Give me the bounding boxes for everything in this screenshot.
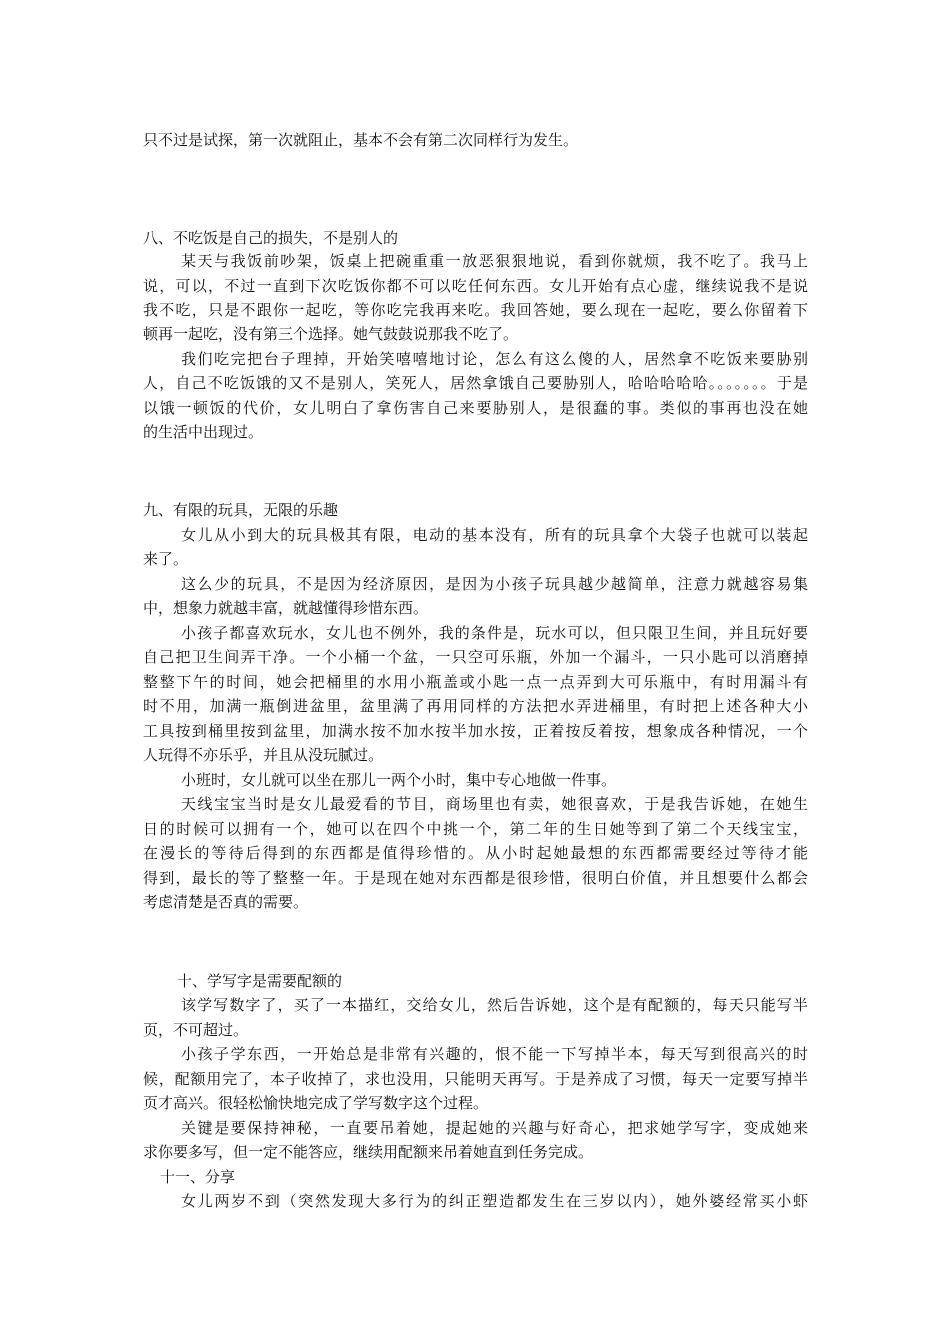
text-line: 得到，最长的等了整整一年。于是现在她对东西都是很珍惜，很明白价值，并且想要什么都会	[143, 869, 808, 887]
text-line: 在漫长的等待后得到的东西都是值得珍惜的。从小时起她最想的东西都需要经过等待才能	[143, 844, 808, 862]
section-heading-10: 十、学写字是需要配额的	[177, 972, 343, 990]
text-line: 某天与我饭前吵架，饭桌上把碗重重一放恶狠狠地说，看到你就烦，我不吃了。我马上	[181, 252, 808, 270]
text-line: 天线宝宝当时是女儿最爱看的节目，商场里也有卖，她很喜欢，于是我告诉她，在她生	[181, 795, 808, 813]
text-line: 这么少的玩具，不是因为经济原因，是因为小孩子玩具越少越简单，注意力就越容易集	[181, 575, 808, 593]
text-line: 女儿从小到大的玩具极其有限，电动的基本没有，所有的玩具拿个大袋子也就可以装起	[181, 526, 808, 544]
section-heading-8: 八、不吃饭是自己的损失，不是别人的	[143, 229, 399, 247]
text-line: 女儿两岁不到（突然发现大多行为的纠正塑造都发生在三岁以内），她外婆经常买小虾	[181, 1192, 808, 1210]
text-line: 人玩得不亦乐乎，并且从没玩腻过。	[143, 746, 384, 764]
text-line: 自己把卫生间弄干净。一个小桶一个盆，一只空可乐瓶，外加一个漏斗，一只小匙可以消磨掉	[143, 648, 808, 666]
section-heading-11: 十一、分享	[160, 1168, 236, 1186]
text-line: 我不吃，只是不跟你一起吃，等你吃完我再来吃。我回答她，要么现在一起吃，要么你留着下	[143, 301, 808, 319]
section-heading-9: 九、有限的玩具，无限的乐趣	[143, 501, 339, 519]
text-line: 顿再一起吃，没有第三个选择。她气鼓鼓说那我不吃了。	[143, 325, 519, 343]
text-line: 人，自己不吃饭饿的又不是别人，笑死人，居然拿饿自己要胁别人，哈哈哈哈哈。。。。。。。于是	[143, 374, 808, 392]
text-line: 来了。	[143, 550, 189, 568]
text-line: 我们吃完把台子理掉，开始笑嘻嘻地讨论，怎么有这么傻的人，居然拿不吃饭来要胁别	[181, 350, 808, 368]
text-line: 只不过是试探，第一次就阻止，基本不会有第二次同样行为发生。	[143, 131, 579, 149]
text-line: 求你要多写，但一定不能答应，继续用配额来吊着她直到任务完成。	[143, 1143, 594, 1161]
text-line: 说，可以，不过一直到下次吃饭你都不可以吃任何东西。女儿开始有点心虚，继续说我不是说	[143, 277, 808, 295]
text-line: 小孩子都喜欢玩水，女儿也不例外，我的条件是，玩水可以，但只限卫生间，并且玩好要	[181, 624, 808, 642]
text-line: 候，配额用完了，本子收掉了，求也没用，只能明天再写。于是养成了习惯，每天一定要写掉半	[143, 1070, 808, 1088]
text-line: 以饿一顿饭的代价，女儿明白了拿伤害自己来要胁别人，是很蠢的事。类似的事再也没在她	[143, 399, 808, 417]
text-line: 关键是要保持神秘，一直要吊着她，提起她的兴趣与好奇心，把求她学写字，变成她来	[181, 1119, 808, 1137]
text-line: 的生活中出现过。	[143, 423, 264, 441]
text-line: 该学写数字了，买了一本描红，交给女儿，然后告诉她，这个是有配额的，每天只能写半	[181, 996, 808, 1014]
text-line: 小孩子学东西，一开始总是非常有兴趣的，恨不能一下写掉半本，每天写到很高兴的时	[181, 1045, 808, 1063]
text-line: 页才高兴。很轻松愉快地完成了学写数字这个过程。	[143, 1094, 489, 1112]
text-line: 中，想象力就越丰富，就越懂得珍惜东西。	[143, 599, 429, 617]
text-line: 小班时，女儿就可以坐在那儿一两个小时，集中专心地做一件事。	[181, 771, 617, 789]
text-line: 时不用，加满一瓶倒进盆里，盆里满了再用同样的方法把水弄进桶里，有时把上述各种大小	[143, 697, 808, 715]
text-line: 页，不可超过。	[143, 1021, 249, 1039]
text-line: 整整下午的时间，她会把桶里的水用小瓶盖或小匙一点一点弄到大可乐瓶中，有时用漏斗有	[143, 673, 808, 691]
text-line: 工具按到桶里按到盆里，加满水按不加水按半加水按，正着按反着按，想象成各种情况，一个	[143, 722, 808, 740]
text-line: 日的时候可以拥有一个，她可以在四个中挑一个，第二年的生日她等到了第二个天线宝宝，	[143, 820, 808, 838]
text-line: 考虑清楚是否真的需要。	[143, 893, 309, 911]
